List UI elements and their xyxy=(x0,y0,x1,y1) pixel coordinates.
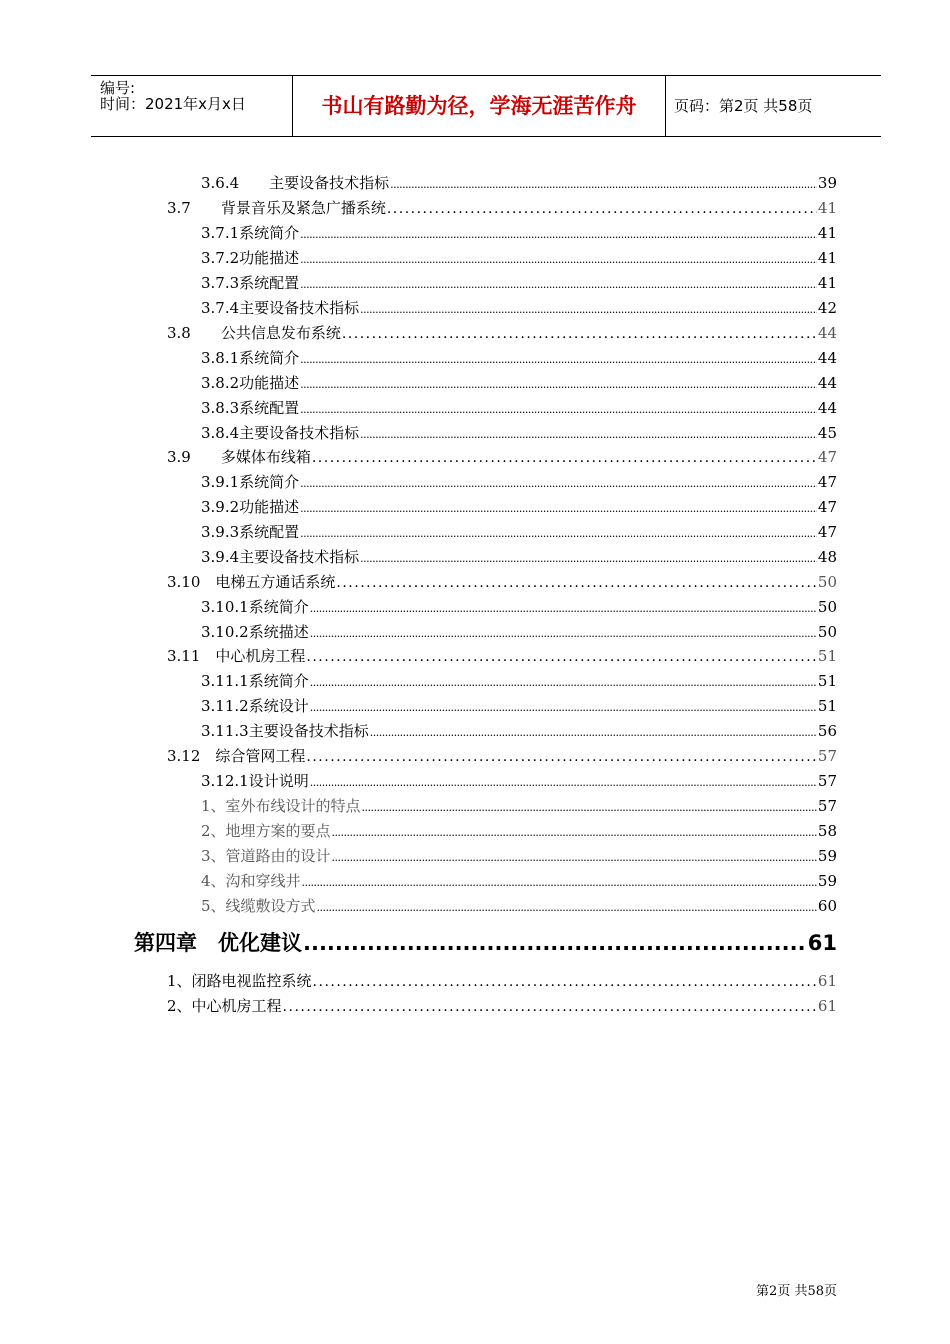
header-left-cell xyxy=(91,76,291,136)
toc-entry[interactable]: 4、沟和穿线井 ..... 59 xyxy=(201,871,837,893)
header-motto: 书山有路勤为径，学海无涯苦作舟 xyxy=(321,94,637,118)
toc-entry[interactable]: 3.10 电梯五方通话系统 ..... 50 xyxy=(167,572,837,593)
toc-entry[interactable]: 3.7.2功能描述 ..... 41 xyxy=(201,248,837,270)
toc-entry[interactable]: 3.8.4主要设备技术指标 ..... 45 xyxy=(201,423,837,445)
number-label: 编号: xyxy=(100,79,136,97)
toc-entry[interactable]: 3.11 中心机房工程 ..... 51 xyxy=(167,646,837,667)
toc-entry[interactable]: 3.11.3主要设备技术指标 ..... 56 xyxy=(201,721,837,743)
toc-entry[interactable]: 3.7.4主要设备技术指标 ..... 42 xyxy=(201,298,837,320)
toc-entry[interactable]: 3.12 综合管网工程 ..... 57 xyxy=(167,746,837,767)
toc-entry[interactable]: 3.6.4 主要设备技术指标 ..... 39 xyxy=(201,173,837,195)
toc-entry[interactable]: 3.9.3系统配置 ..... 47 xyxy=(201,522,837,544)
toc-entry[interactable]: 3.7.1系统简介 ..... 41 xyxy=(201,223,837,245)
toc-entry[interactable]: 3.8.3系统配置 ..... 44 xyxy=(201,398,837,420)
page-footer: 第2页 共58页 xyxy=(756,1284,837,1299)
toc-entry[interactable]: 5、线缆敷设方式 ..... 60 xyxy=(201,896,837,918)
toc-entry[interactable]: 3.9.4主要设备技术指标 ..... 48 xyxy=(201,547,837,569)
toc-entry[interactable]: 3.11.2系统设计 ..... 51 xyxy=(201,696,837,718)
toc-entry[interactable]: 3、管道路由的设计 ..... 59 xyxy=(201,846,837,868)
toc-entry[interactable]: 1、闭路电视监控系统 ..... 61 xyxy=(167,971,837,992)
time-label: 时间：2021年x月x日 xyxy=(100,95,246,113)
toc-entry[interactable]: 3.9.2功能描述 ..... 47 xyxy=(201,497,837,519)
toc-entry[interactable]: 3.9.1系统简介 ..... 47 xyxy=(201,472,837,494)
toc-entry[interactable]: 2、地埋方案的要点 ..... 58 xyxy=(201,821,837,843)
toc-entry[interactable]: 3.7.3系统配置 ..... 41 xyxy=(201,273,837,295)
page-header xyxy=(91,75,881,137)
header-page-cell xyxy=(665,76,881,136)
toc-entry[interactable]: 3.9 多媒体布线箱 ..... 47 xyxy=(167,447,837,468)
toc-entry[interactable]: 1、室外布线设计的特点 ..... 57 xyxy=(201,796,837,818)
toc-entry[interactable]: 3.12.1设计说明 ..... 57 xyxy=(201,771,837,793)
toc-entry[interactable]: 3.7 背景音乐及紧急广播系统 ..... 41 xyxy=(167,198,837,219)
toc-entry[interactable]: 3.10.1系统简介 ..... 50 xyxy=(201,597,837,619)
toc-chapter[interactable]: 第四章 优化建议 ..... 61 xyxy=(134,930,837,956)
toc-entry[interactable]: 2、中心机房工程 ..... 61 xyxy=(167,996,837,1017)
toc-entry[interactable]: 3.8.2功能描述 ..... 44 xyxy=(201,373,837,395)
toc-entry[interactable]: 3.8 公共信息发布系统 ..... 44 xyxy=(167,323,837,344)
header-page-label: 页码：第2页 共58页 xyxy=(674,97,813,115)
toc-entry[interactable]: 3.10.2系统描述 ..... 50 xyxy=(201,622,837,644)
toc-entry[interactable]: 3.8.1系统简介 ..... 44 xyxy=(201,348,837,370)
header-motto-cell xyxy=(292,76,666,136)
toc-entry[interactable]: 3.11.1系统简介 ..... 51 xyxy=(201,671,837,693)
